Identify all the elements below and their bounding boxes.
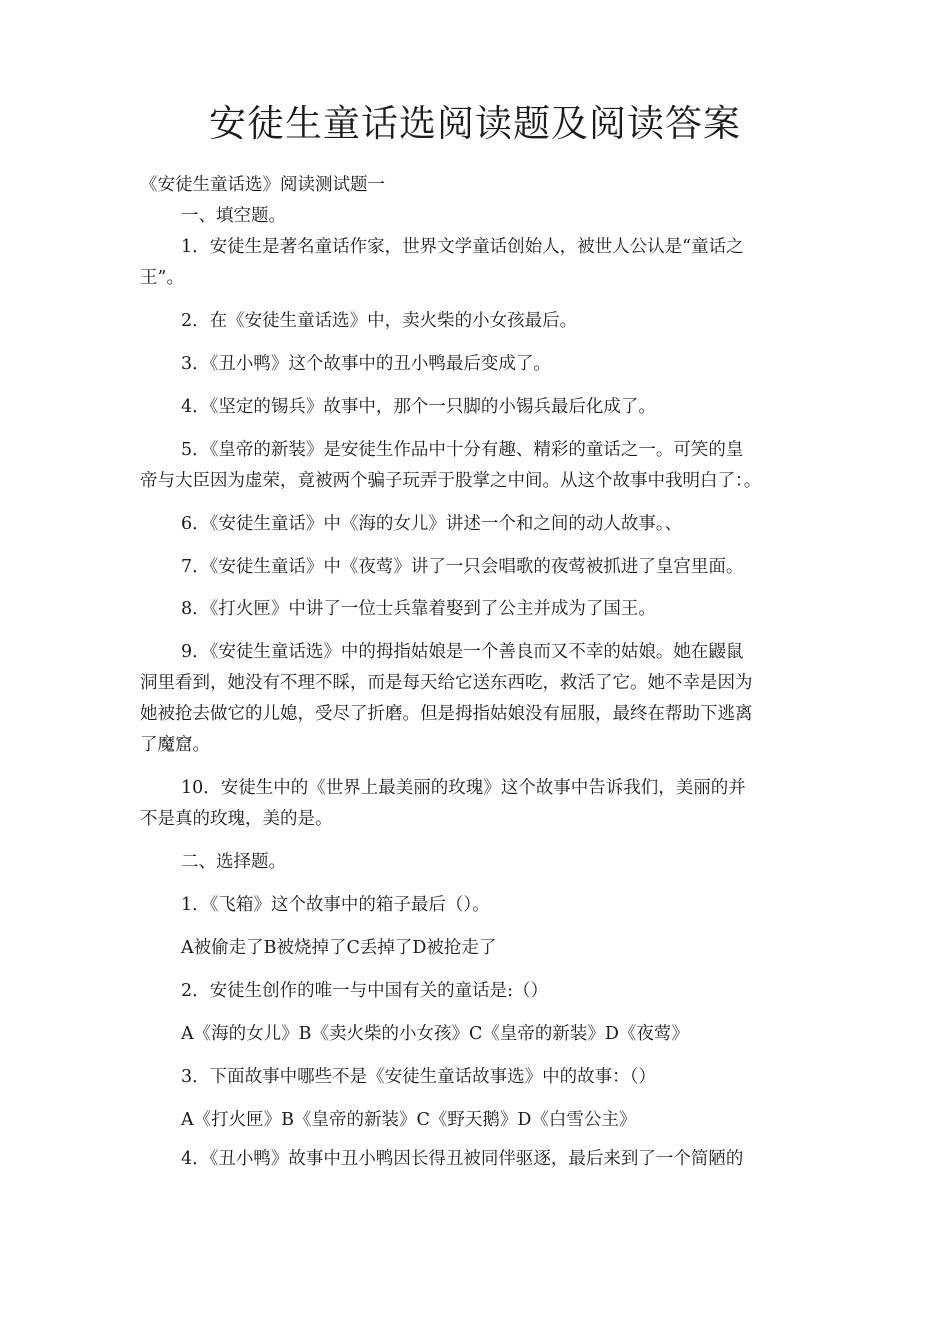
- choice-options-1: A被偷走了B被烧掉了C丢掉了D被抢走了: [181, 938, 497, 958]
- section-heading-fill-blank: 一、填空题。: [181, 206, 286, 226]
- choice-question-4: 4．《丑小鸭》故事中丑小鸭因长得丑被同伴驱逐，最后来到了一个简陋的: [181, 1149, 744, 1169]
- choice-question-3: 3．下面故事中哪些不是《安徒生童话故事选》中的故事：（）: [181, 1067, 656, 1087]
- choice-question-1: 1．《飞箱》这个故事中的箱子最后（）。: [181, 895, 490, 915]
- question-4: 4．《坚定的锡兵》故事中，那个一只脚的小锡兵最后化成了。: [181, 397, 656, 417]
- page-title: 安徒生童话选阅读题及阅读答案: [209, 102, 741, 145]
- subtitle: 《安徒生童话选》阅读测试题一: [140, 175, 385, 195]
- choice-options-3: A《打火匣》B《皇帝的新装》C《野天鹅》D《白雪公主》: [181, 1110, 637, 1130]
- question-7: 7．《安徒生童话》中《夜莺》讲了一只会唱歌的夜莺被抓进了皇宫里面。: [181, 557, 744, 577]
- question-6: 6．《安徒生童话》中《海的女儿》讲述一个和之间的动人故事。、: [181, 514, 683, 534]
- question-8: 8．《打火匣》中讲了一位士兵靠着娶到了公主并成为了国王。: [181, 599, 656, 619]
- choice-options-2: A《海的女儿》B《卖火柴的小女孩》C《皇帝的新装》D《夜莺》: [181, 1024, 689, 1044]
- question-3: 3．《丑小鸭》这个故事中的丑小鸭最后变成了。: [181, 354, 551, 374]
- choice-question-2: 2．安徒生创作的唯一与中国有关的童话是:（）: [181, 981, 549, 1001]
- section-heading-choice: 二、选择题。: [181, 852, 286, 872]
- question-2: 2．在《安徒生童话选》中，卖火柴的小女孩最后。: [181, 311, 578, 331]
